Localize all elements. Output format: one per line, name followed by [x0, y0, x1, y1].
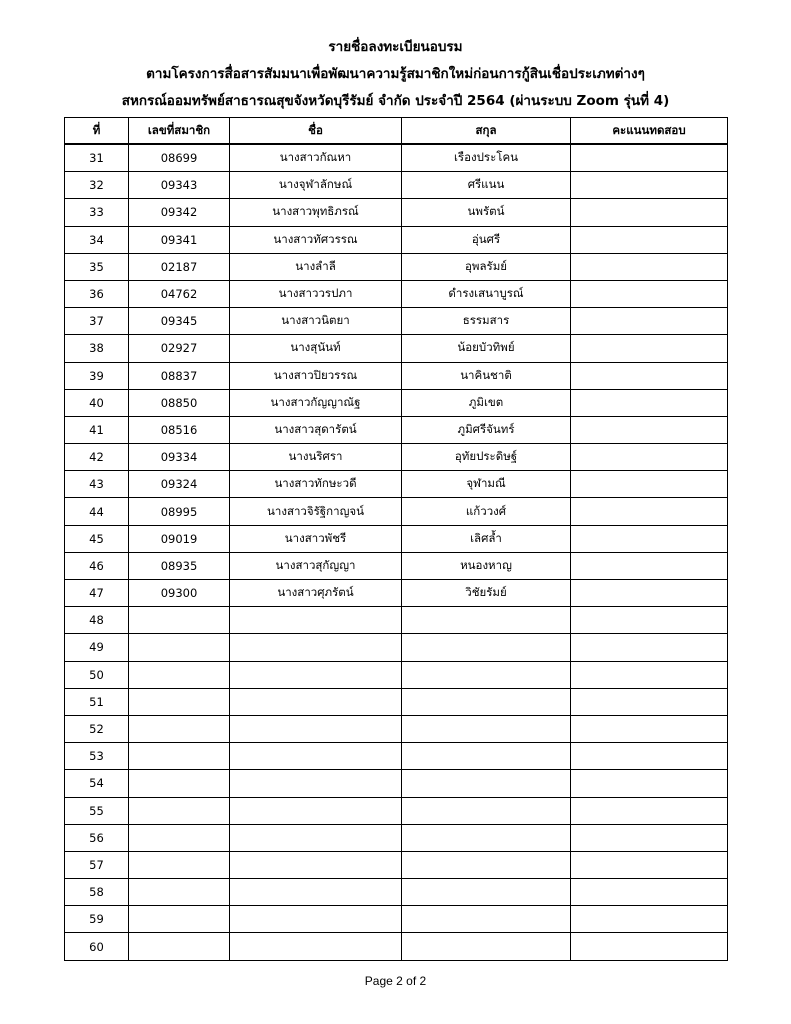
column-header-name: ชื่อ	[230, 118, 402, 145]
member-id-cell: 08516	[129, 416, 230, 443]
table-row	[65, 199, 728, 226]
member-id-cell	[129, 879, 230, 906]
member-id-cell: 08935	[129, 552, 230, 579]
row-number: 59	[65, 906, 129, 933]
member-id-cell: 09324	[129, 471, 230, 498]
score-cell	[571, 552, 728, 579]
score-cell	[571, 416, 728, 443]
surname-cell	[402, 607, 571, 634]
document-title: รายชื่อลงทะเบียนอบรม	[328, 39, 463, 55]
row-number: 38	[65, 335, 129, 362]
surname-cell: จุฬามณี	[402, 471, 571, 498]
table-row	[65, 280, 728, 307]
name-cell: นางสาววรปภา	[230, 280, 402, 307]
row-number: 44	[65, 498, 129, 525]
surname-cell: ภูมิเขต	[402, 389, 571, 416]
member-id-cell: 09019	[129, 525, 230, 552]
member-id-cell	[129, 770, 230, 797]
surname-cell: นาคินชาติ	[402, 362, 571, 389]
name-cell: นางสาวพัชรี	[230, 525, 402, 552]
name-cell	[230, 933, 402, 960]
table-row	[65, 362, 728, 389]
score-cell	[571, 743, 728, 770]
surname-cell: อุทัยประดิษฐ์	[402, 444, 571, 471]
table-row	[65, 743, 728, 770]
member-id-cell	[129, 797, 230, 824]
name-cell	[230, 715, 402, 742]
score-cell	[571, 634, 728, 661]
row-number: 50	[65, 661, 129, 688]
row-number: 39	[65, 362, 129, 389]
table-row	[65, 335, 728, 362]
table-row	[65, 416, 728, 443]
score-cell	[571, 607, 728, 634]
score-cell	[571, 389, 728, 416]
table-row	[65, 661, 728, 688]
member-id-cell	[129, 824, 230, 851]
name-cell	[230, 607, 402, 634]
row-number: 60	[65, 933, 129, 960]
row-number: 33	[65, 199, 129, 226]
name-cell: นางสาวพุทธิภรณ์	[230, 199, 402, 226]
row-number: 43	[65, 471, 129, 498]
registration-table	[64, 117, 728, 961]
row-number: 56	[65, 824, 129, 851]
name-cell: นางสาวนิตยา	[230, 308, 402, 335]
name-cell: นางสาวกัณหา	[230, 144, 402, 172]
table-row	[65, 471, 728, 498]
member-id-cell: 02187	[129, 253, 230, 280]
score-cell	[571, 824, 728, 851]
member-id-cell: 08837	[129, 362, 230, 389]
row-number: 45	[65, 525, 129, 552]
surname-cell: หนองหาญ	[402, 552, 571, 579]
member-id-cell	[129, 933, 230, 960]
document-header	[0, 34, 791, 115]
score-cell	[571, 770, 728, 797]
surname-cell: อุ่นศรี	[402, 226, 571, 253]
surname-cell: ดำรงเสนาบูรณ์	[402, 280, 571, 307]
table-row	[65, 444, 728, 471]
score-cell	[571, 280, 728, 307]
table-row	[65, 172, 728, 199]
table-row	[65, 879, 728, 906]
table-row	[65, 797, 728, 824]
project-title: ตามโครงการสื่อสารสัมมนาเพื่อพัฒนาความรู้สมาชิกใหม่ก่อนการกู้สินเชื่อประเภทต่างๆ	[146, 66, 645, 82]
name-cell: นางสาวศุภรัตน์	[230, 580, 402, 607]
table-row	[65, 308, 728, 335]
name-cell	[230, 688, 402, 715]
row-number: 46	[65, 552, 129, 579]
name-cell	[230, 879, 402, 906]
row-number: 58	[65, 879, 129, 906]
score-cell	[571, 525, 728, 552]
row-number: 47	[65, 580, 129, 607]
name-cell: นางลำลี	[230, 253, 402, 280]
score-cell	[571, 688, 728, 715]
table-row	[65, 607, 728, 634]
member-id-cell: 09300	[129, 580, 230, 607]
row-number: 57	[65, 851, 129, 878]
page-number: Page 2 of 2	[364, 974, 427, 988]
row-number: 41	[65, 416, 129, 443]
table-row	[65, 552, 728, 579]
surname-cell	[402, 688, 571, 715]
score-cell	[571, 906, 728, 933]
score-cell	[571, 715, 728, 742]
score-cell	[571, 444, 728, 471]
row-number: 54	[65, 770, 129, 797]
name-cell	[230, 634, 402, 661]
table-row	[65, 634, 728, 661]
column-header-no: ที่	[65, 118, 129, 145]
name-cell: นางสาวทักษะวดี	[230, 471, 402, 498]
table-row	[65, 580, 728, 607]
name-cell: นางสาวปิยวรรณ	[230, 362, 402, 389]
member-id-cell: 09341	[129, 226, 230, 253]
name-cell: นางสาวจิรัฐิกาญจน์	[230, 498, 402, 525]
surname-cell	[402, 851, 571, 878]
name-cell	[230, 797, 402, 824]
surname-cell	[402, 715, 571, 742]
name-cell: นางนริศรา	[230, 444, 402, 471]
member-id-cell	[129, 743, 230, 770]
table-header-row	[65, 118, 728, 145]
score-cell	[571, 362, 728, 389]
score-cell	[571, 580, 728, 607]
surname-cell	[402, 824, 571, 851]
surname-cell	[402, 797, 571, 824]
table-row	[65, 851, 728, 878]
name-cell	[230, 851, 402, 878]
member-id-cell	[129, 851, 230, 878]
surname-cell: ศรีแนน	[402, 172, 571, 199]
row-number: 31	[65, 144, 129, 172]
member-id-cell	[129, 906, 230, 933]
organization-title: สหกรณ์ออมทรัพย์สาธารณสุขจังหวัดบุรีรัมย์ จำกัด ประจำปี 2564 (ผ่านระบบ Zoom รุ่นที่ 4)	[121, 93, 670, 109]
table-row	[65, 226, 728, 253]
table-row	[65, 770, 728, 797]
score-cell	[571, 199, 728, 226]
row-number: 51	[65, 688, 129, 715]
member-id-cell: 04762	[129, 280, 230, 307]
table-row	[65, 525, 728, 552]
column-header-score: คะแนนทดสอบ	[571, 118, 728, 145]
score-cell	[571, 335, 728, 362]
table-body	[65, 144, 728, 960]
name-cell	[230, 743, 402, 770]
table-row	[65, 498, 728, 525]
surname-cell	[402, 661, 571, 688]
name-cell: นางสาวทัศวรรณ	[230, 226, 402, 253]
row-number: 42	[65, 444, 129, 471]
member-id-cell: 08699	[129, 144, 230, 172]
score-cell	[571, 498, 728, 525]
surname-cell: น้อยบัวทิพย์	[402, 335, 571, 362]
surname-cell	[402, 743, 571, 770]
row-number: 48	[65, 607, 129, 634]
surname-cell	[402, 634, 571, 661]
score-cell	[571, 797, 728, 824]
table-row	[65, 144, 728, 172]
surname-cell: อุพลรัมย์	[402, 253, 571, 280]
row-number: 34	[65, 226, 129, 253]
member-id-cell: 08995	[129, 498, 230, 525]
row-number: 52	[65, 715, 129, 742]
score-cell	[571, 661, 728, 688]
row-number: 35	[65, 253, 129, 280]
row-number: 37	[65, 308, 129, 335]
name-cell	[230, 824, 402, 851]
table-row	[65, 824, 728, 851]
score-cell	[571, 308, 728, 335]
row-number: 32	[65, 172, 129, 199]
name-cell	[230, 661, 402, 688]
name-cell: นางสาวกัญญาณัฐ	[230, 389, 402, 416]
member-id-cell: 09334	[129, 444, 230, 471]
name-cell: นางสุนันท์	[230, 335, 402, 362]
member-id-cell	[129, 607, 230, 634]
member-id-cell: 08850	[129, 389, 230, 416]
table-row	[65, 715, 728, 742]
member-id-cell: 09342	[129, 199, 230, 226]
surname-cell: วิชัยรัมย์	[402, 580, 571, 607]
row-number: 36	[65, 280, 129, 307]
column-header-surname: สกุล	[402, 118, 571, 145]
table-row	[65, 253, 728, 280]
table-row	[65, 933, 728, 960]
score-cell	[571, 253, 728, 280]
table-row	[65, 389, 728, 416]
surname-cell	[402, 906, 571, 933]
score-cell	[571, 172, 728, 199]
member-id-cell: 09345	[129, 308, 230, 335]
table-row	[65, 906, 728, 933]
member-id-cell	[129, 715, 230, 742]
member-id-cell: 09343	[129, 172, 230, 199]
score-cell	[571, 933, 728, 960]
surname-cell: เลิศล้ำ	[402, 525, 571, 552]
surname-cell	[402, 879, 571, 906]
row-number: 40	[65, 389, 129, 416]
row-number: 49	[65, 634, 129, 661]
score-cell	[571, 851, 728, 878]
surname-cell: แก้ววงศ์	[402, 498, 571, 525]
surname-cell	[402, 770, 571, 797]
table-row	[65, 688, 728, 715]
name-cell	[230, 770, 402, 797]
name-cell: นางจุฬาลักษณ์	[230, 172, 402, 199]
surname-cell: นพรัตน์	[402, 199, 571, 226]
member-id-cell	[129, 661, 230, 688]
score-cell	[571, 144, 728, 172]
surname-cell	[402, 933, 571, 960]
member-id-cell	[129, 688, 230, 715]
surname-cell: เรืองประโคน	[402, 144, 571, 172]
surname-cell: ธรรมสาร	[402, 308, 571, 335]
score-cell	[571, 879, 728, 906]
name-cell	[230, 906, 402, 933]
surname-cell: ภูมิศรีจันทร์	[402, 416, 571, 443]
name-cell: นางสาวสุกัญญา	[230, 552, 402, 579]
score-cell	[571, 471, 728, 498]
member-id-cell: 02927	[129, 335, 230, 362]
row-number: 53	[65, 743, 129, 770]
row-number: 55	[65, 797, 129, 824]
score-cell	[571, 226, 728, 253]
name-cell: นางสาวสุดารัตน์	[230, 416, 402, 443]
member-id-cell	[129, 634, 230, 661]
column-header-member-id: เลขที่สมาชิก	[129, 118, 230, 145]
